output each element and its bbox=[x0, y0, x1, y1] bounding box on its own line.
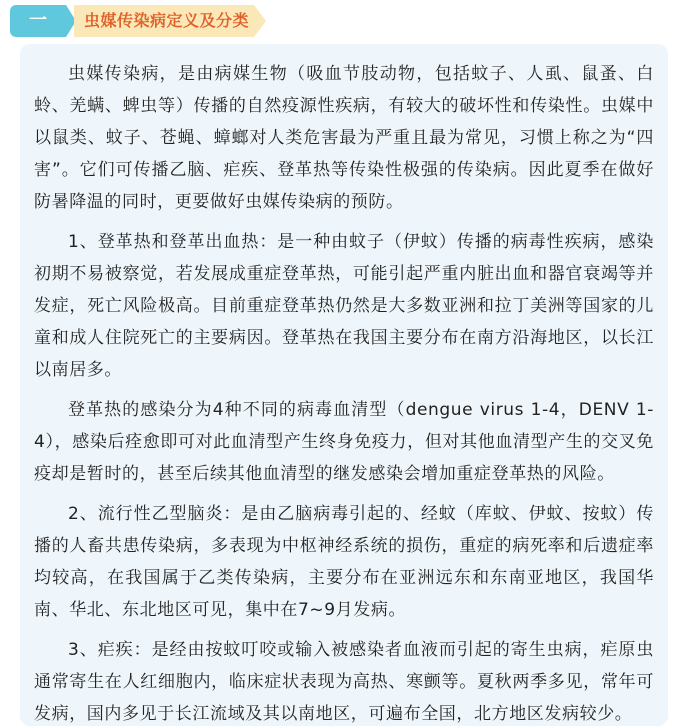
content-panel bbox=[20, 44, 668, 726]
paragraph-dengue-serotypes: 登革热的感染分为4种不同的病毒血清型（dengue virus 1-4，DENV 1-4），感染后痊愈即可对此血清型产生终身免疫力，但对其他血清型产生的交叉免疫却是暂时的，甚至后续其他血清型的继发感染会增加重症登革热的风险。 bbox=[34, 400, 654, 484]
section-number-badge: 一 bbox=[10, 5, 66, 37]
paragraph-intro: 虫媒传染病，是由病媒生物（吸血节肢动物，包括蚊子、人虱、鼠蚤、白蛉、羌螨、蜱虫等）传播的自然疫源性疾病，有较大的破坏性和传染性。虫媒中以鼠类、蚊子、苍蝇、蟑螂对人类危害最为严重且最为常见，习惯上称之为“四害”。它们可传播乙脑、疟疾、登革热等传染性极强的传染病。因此夏季在做好防暑降温的同时，更要做好虫媒传染病的预防。 bbox=[34, 64, 654, 212]
section-title: 虫媒传染病定义及分类 bbox=[74, 5, 254, 37]
paragraph-dengue: 1、登革热和登革出血热：是一种由蚊子（伊蚊）传播的病毒性疾病，感染初期不易被察觉，若发展成重症登革热，可能引起严重内脏出血和器官衰竭等并发症，死亡风险极高。目前重症登革热仍然是大多数亚洲和拉丁美洲等国家的儿童和成人住院死亡的主要病因。登革热在我国主要分布在南方沿海地区，以长江以南居多。 bbox=[34, 232, 654, 380]
paragraph-encephalitis: 2、流行性乙型脑炎：是由乙脑病毒引起的、经蚊（库蚊、伊蚊、按蚊）传播的人畜共患传染病，多表现为中枢神经系统的损伤，重症的病死率和后遗症率均较高，在我国属于乙类传染病，主要分布在亚洲远东和东南亚地区，我国华南、华北、东北地区可见，集中在7~9月发病。 bbox=[34, 504, 654, 620]
section-header bbox=[10, 5, 260, 37]
paragraph-malaria: 3、疟疾：是经由按蚊叮咬或输入被感染者血液而引起的寄生虫病，疟原虫通常寄生在人红细胞内，临床症状表现为高热、寒颤等。夏秋两季多见，常年可发病，国内多见于长江流域及其以南地区，可遍布全国，北方地区发病较少。 bbox=[34, 640, 654, 724]
